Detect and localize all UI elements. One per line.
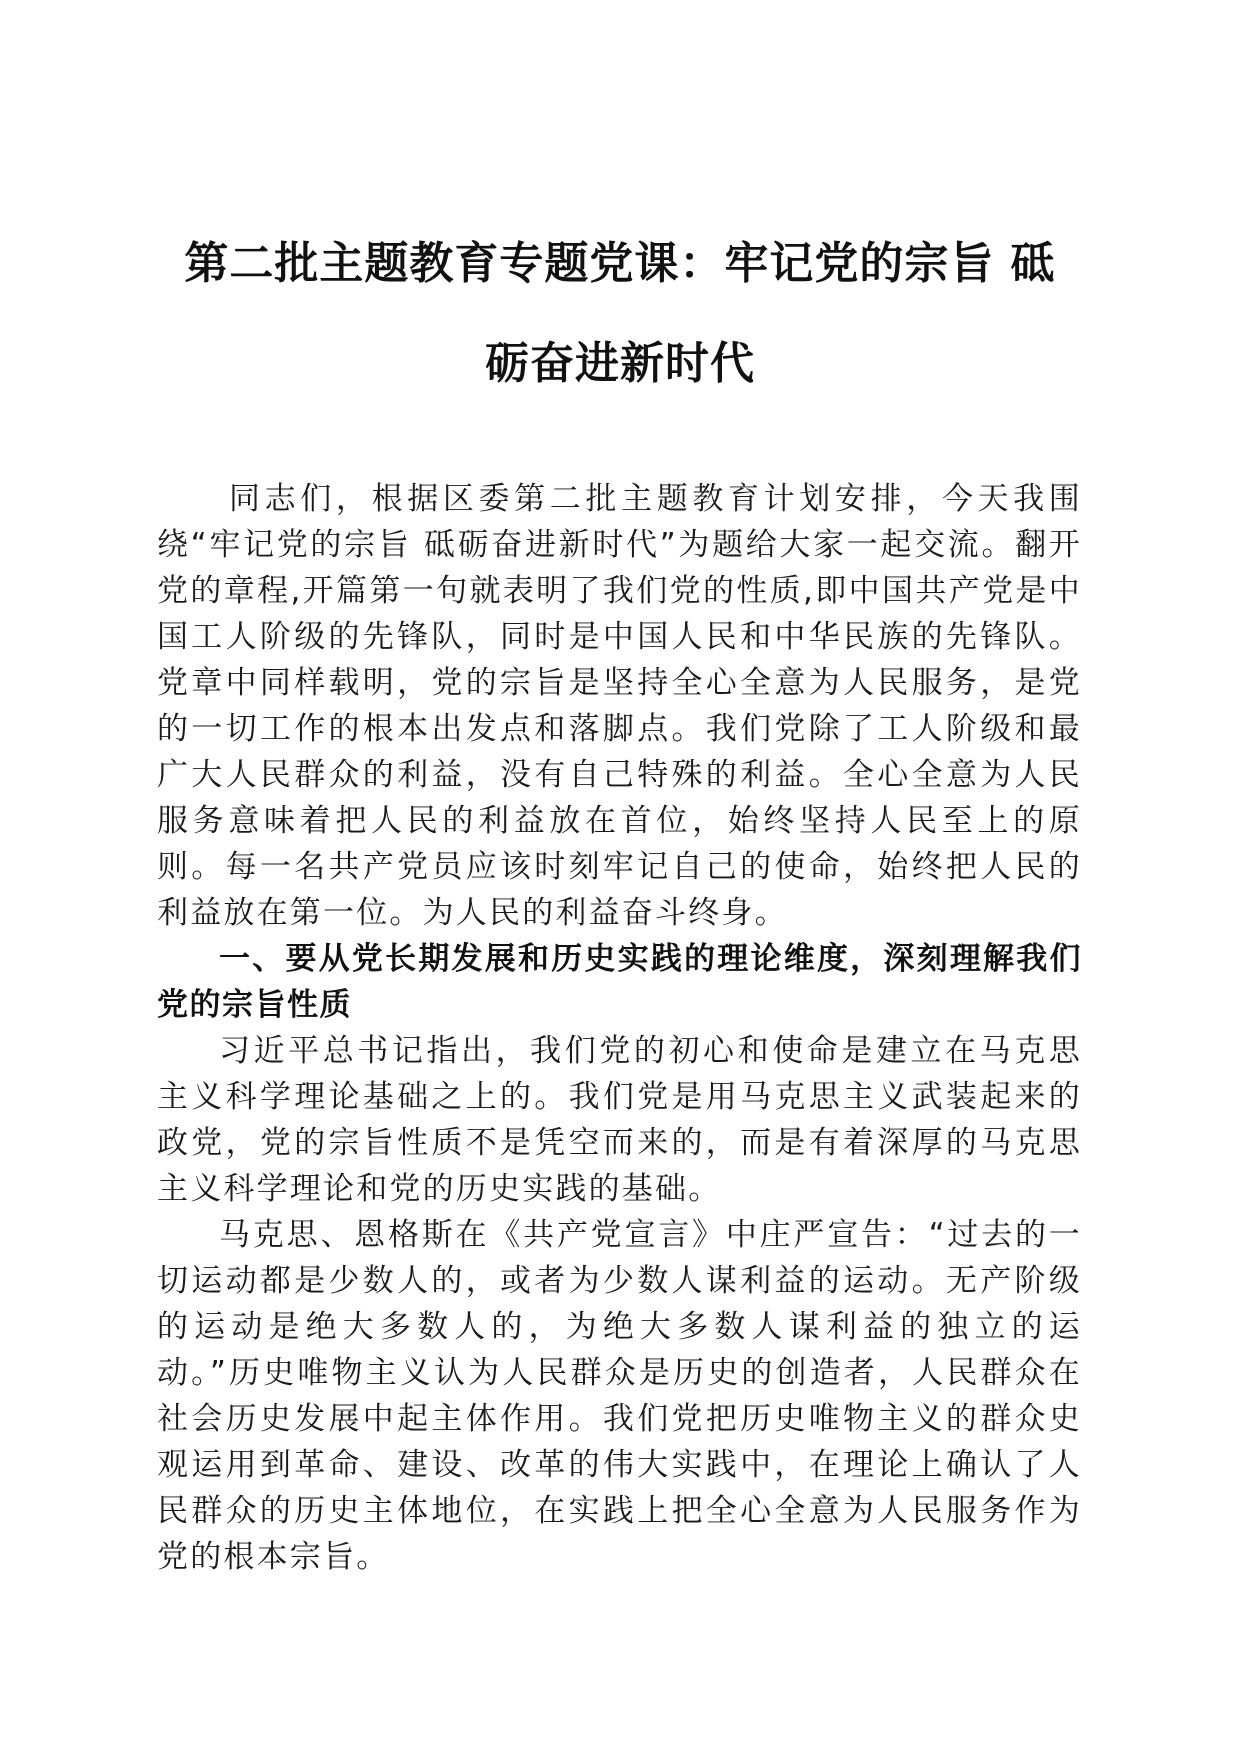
- title-line-2: 砺奋进新时代: [485, 338, 755, 389]
- document-body: [157, 476, 1082, 1580]
- intro-paragraph: 同志们，根据区委第二批主题教育计划安排，今天我围绕“牢记党的宗旨 砥砺奋进新时代”为题给大家一起交流。翻开党的章程,开篇第一句就表明了我们党的性质,即中国共产党是中国工人阶级的先锋队，同时是中国人民和中华民族的先锋队。党章中同样载明，党的宗旨是坚持全心全意为人民服务，是党的一切工作的根本出发点和落脚点。我们党除了工人阶级和最广大人民群众的利益，没有自己特殊的利益。全心全意为人民服务意味着把人民的利益放在首位，始终坚持人民至上的原则。每一名共产党员应该时刻牢记自己的使命，始终把人民的利益放在第一位。为人民的利益奋斗终身。: [157, 481, 1082, 931]
- section-1-paragraph-1: 习近平总书记指出，我们党的初心和使命是建立在马克思主义科学理论基础之上的。我们党是用马克思主义武装起来的政党，党的宗旨性质不是凭空而来的，而是有着深厚的马克思主义科学理论和党的历史实践的基础。: [157, 1033, 1082, 1207]
- section-1-heading: 一、要从党长期发展和历史实践的理论维度，深刻理解我们党的宗旨性质: [157, 941, 1082, 1023]
- page-title: [140, 214, 1100, 414]
- title-line-1: 第二批主题教育专题党课：牢记党的宗旨 砥: [184, 238, 1056, 289]
- section-1-paragraph-2: 马克思、恩格斯在《共产党宣言》中庄严宣告：“过去的一切运动都是少数人的，或者为少数人谋利益的运动。无产阶级的运动是绝大多数人的，为绝大多数人谋利益的独立的运动。”历史唯物主义认为人民群众是历史的创造者，人民群众在社会历史发展中起主体作用。我们党把历史唯物主义的群众史观运用到革命、建设、改革的伟大实践中，在理论上确认了人民群众的历史主体地位，在实践上把全心全意为人民服务作为党的根本宗旨。: [157, 1217, 1082, 1575]
